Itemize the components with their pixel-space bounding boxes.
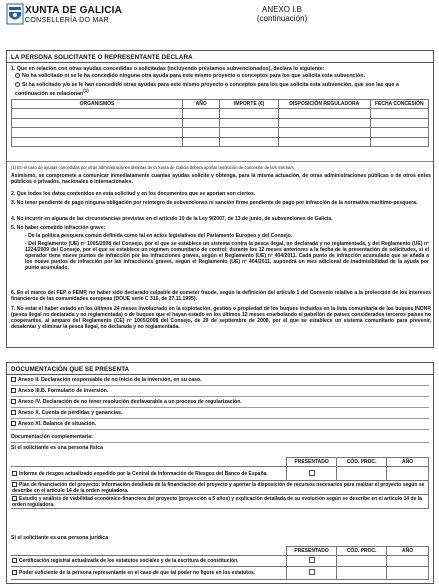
divider: [7, 161, 433, 162]
section-divider: [7, 62, 433, 63]
option-yes-aid[interactable]: [15, 82, 427, 97]
col-importe: IMPORTE (€): [220, 100, 278, 109]
table-header-row: [11, 547, 429, 556]
checkbox[interactable]: [11, 377, 16, 382]
table-row[interactable]: [11, 556, 429, 567]
col-ano: AÑO: [387, 547, 429, 556]
doc-row-label: Poder suficiente de la persona representante en el caso de que tal poder no figure en los estatutos.: [19, 570, 256, 576]
juridica-heading: Si el solicitante es una persona jurídica: [11, 535, 109, 541]
complementary-heading: Documentación complementaria:: [11, 434, 429, 443]
xunta-logo: [6, 3, 24, 25]
table-header-row: [11, 458, 429, 467]
checkbox[interactable]: [12, 482, 17, 487]
annex-title: ANEXO I.B: [261, 5, 302, 14]
doc-item-anexo-x[interactable]: [11, 410, 429, 419]
checkbox[interactable]: [12, 558, 17, 563]
declaration-7: 7. No estar el haber estado en los últimos 24 meses involucrado en la explotación, gestión o propiedad de los buques incluidos en la lista comunitaria de los buques INDNR (pesca ilegal no declarada y no reglamentada) o de buques que el hayan estado en los últimos 12 meses enarbolando el pabellón de países considerados terceros países no cooperantes, al amparo del Reglamento (CE) nº 1005/2008 del Consejo, de 29 de septiembre de 2008, por el que se establece un sistema comunitario para prevenir, desalentar y eliminar la pesca ilegal, no declarada y no reglamentada.: [11, 306, 431, 331]
doc-item-anexo-iv[interactable]: [11, 399, 429, 408]
table-row[interactable]: [11, 567, 429, 580]
footnote: (1) En el caso de ayudas concedidas por otras administraciones distintas de la Xunta de Galicia deberá aportar resolución de concesión de la/s misma/s.: [11, 165, 295, 170]
declaration-6: 6. En el marco del FEP o FEMP, no haber sido declarado culpable de cometer fraude, según la definición del artículo 1 del Convenio relativo a la protección de los intereses financieros de las comunidades europeas (DOUE serie C 316, de 27.11.1995).: [11, 290, 431, 303]
footnote-ref: (1): [83, 88, 89, 94]
declaration-title: LA PERSONA SOLICITANTE O REPRESENTANTE DECLARA: [11, 54, 193, 61]
doc-item-label: Anexo XI. Balance de situación.: [18, 421, 97, 427]
doc-item-anexo-xi[interactable]: [11, 421, 429, 430]
option-no-aid[interactable]: [15, 73, 365, 79]
commitment-text: Asimismo, se compromete a comunicar inmediatamente cuantas ayudas solicite y obtenga, para la misma actuación, de otras administraciones públicas o de otros entes públicos o privados, nacionales o internacionales.: [11, 173, 431, 186]
annex-subtitle: (continuación): [256, 14, 308, 24]
doc-item-label: Anexo III.B. Formulario de inversión.: [18, 388, 109, 394]
checkbox[interactable]: [11, 388, 16, 393]
radio-yes-aid[interactable]: [15, 82, 20, 87]
presented-checkbox[interactable]: [309, 569, 315, 575]
presented-checkbox[interactable]: [309, 557, 315, 563]
doc-item-label: Anexo II. Declaración responsable de no inicio de la inversión, en su caso.: [18, 377, 202, 383]
declaration-section: [6, 50, 434, 348]
declaration-5a: - De la política pesquera común definida como tal en actos legislativos del Parlamento Europeo y del Consejo.: [25, 233, 293, 239]
checkbox[interactable]: [11, 399, 16, 404]
table-header-row: [12, 100, 429, 109]
table-row[interactable]: [11, 481, 429, 495]
doc-row-label: Estudio y análisis de viabilidad económico-financiera del proyecto (proyección a 5 años) y explicación detallada de su evolución según se describe en el artículo 14 de la orden reguladora.: [12, 495, 422, 508]
page-header: [6, 3, 434, 35]
org-name: XUNTA DE GALICIA: [25, 5, 123, 16]
table-row[interactable]: [12, 118, 429, 128]
option-no-aid-label: No ha solicitado ni se le ha concedido ninguna otra ayuda para este mismo proyecto o conceptos para los que solicita esta subvención.: [22, 73, 365, 79]
doc-item-label: Anexo X. Cuenta de pérdidas y ganancias.: [18, 410, 123, 416]
section-divider: [7, 374, 433, 375]
aid-question: 1. Que en relación con otras ayudas concedidas o solicitadas (incluyendo préstamos subvencionados), declara lo siguiente:: [11, 66, 325, 72]
col-presentado: PRESENTADO: [287, 547, 337, 556]
doc-item-anexo-iiib[interactable]: [11, 388, 429, 397]
col-cod-proc: CÓD. PROC.: [337, 547, 387, 556]
option-yes-aid-label: Sí ha solicitado y/o se le han concedido otras ayudas para este mismo proyecto o conceptos para los que solicita esta subvención, que son las que a continuación se relacionan: [15, 82, 399, 98]
col-disposicion: DISPOSICIÓN REGULADORA: [278, 100, 370, 109]
fisica-docs-table: [11, 457, 429, 509]
col-fecha: FECHA CONCESIÓN: [370, 100, 428, 109]
doc-item-label: Anexo IV. Declaración de no tener resolución desfavorable a un proceso de regularización.: [18, 399, 242, 405]
documentation-section: [6, 362, 434, 584]
table-row[interactable]: [12, 109, 429, 119]
checkbox[interactable]: [11, 421, 16, 426]
col-ano: AÑO: [387, 458, 429, 467]
declaration-4: 4. No incurrir en alguna de las circunstancias previstas en el artículo 10 de la Ley 9/2007, de 13 de junio, de subvenciones de Galicia.: [11, 216, 333, 222]
col-organismos: ORGANISMOS: [12, 100, 183, 109]
checkbox[interactable]: [11, 410, 16, 415]
annex-heading: [252, 5, 312, 23]
checkbox[interactable]: [12, 471, 17, 476]
doc-row-label: Certificación registral actualizada de los estatutos sociales y de la escritura de constitución.: [19, 558, 239, 564]
doc-row-label: Informe de riesgos actualizado expedido por la Central de Información de Riesgos del Banco de España.: [19, 470, 268, 477]
col-presentado: PRESENTADO: [287, 458, 337, 467]
table-row[interactable]: [12, 137, 429, 147]
checkbox[interactable]: [12, 496, 17, 501]
col-ano: AÑO: [182, 100, 220, 109]
fisica-heading: Si el solicitante es una persona física: [11, 445, 103, 451]
col-cod-proc: CÓD. PROC.: [337, 458, 387, 467]
presented-checkbox[interactable]: [309, 470, 315, 476]
checkbox[interactable]: [12, 570, 17, 575]
documentation-title: DOCUMENTACIÓN QUE SE PRESENTA: [11, 366, 130, 373]
radio-no-aid[interactable]: [15, 73, 20, 78]
doc-item-anexo-ii[interactable]: [11, 377, 429, 386]
declaration-5b: - Del Reglamento (UE) nº 1005/2008 del Consejo, por el que se establece un sistema contra la pesca ilegal, no declarada y no reglamentada, y del Reglamento (UE) nº 1224/2009 del Consejo, por el que se establece un régimen comunitario de control; durante los 12 meses anteriores a la fecha de la presentación de solicitudes, si el operador tiene nueve puntos de infracción por las infracciones graves, según el Reglamento (UE) nº 404/2011. Cada punto de infracción acumulado que se añada a los nueve puntos de infracción por las infracciones graves, según el Reglamento (UE) nº 404/2011, supondrá un mes adicional de inadmisibilidad de la ayuda por punto acumulado.: [25, 241, 429, 272]
other-aid-table: [11, 99, 429, 147]
declaration-3: 3. No tener pendiente de pago ninguna obligación por reintegro de subvenciones ni sanción firme pendiente de pago por infracción de la normativa marítimo-pesquera.: [11, 200, 418, 206]
declaration-5: 5. No haber cometido infracción grave:: [11, 225, 106, 231]
juridica-docs-table: [11, 546, 429, 580]
table-row[interactable]: [12, 128, 429, 138]
table-row[interactable]: [11, 495, 429, 509]
table-row[interactable]: [11, 467, 429, 481]
department-name: CONSELLERÍA DO MAR: [25, 17, 109, 24]
doc-row-label: Plan de financiación del proyecto: información detallada de la financiación del proyecto y aportar la disposición de recursos necesarios para realizar el proyecto según se describe en el artículo 14 de la orden reguladora.: [12, 481, 425, 494]
declaration-2: 2. Que todos los datos contenidos en esta solicitud y en los documentos que se aportan son ciertos.: [11, 191, 256, 197]
